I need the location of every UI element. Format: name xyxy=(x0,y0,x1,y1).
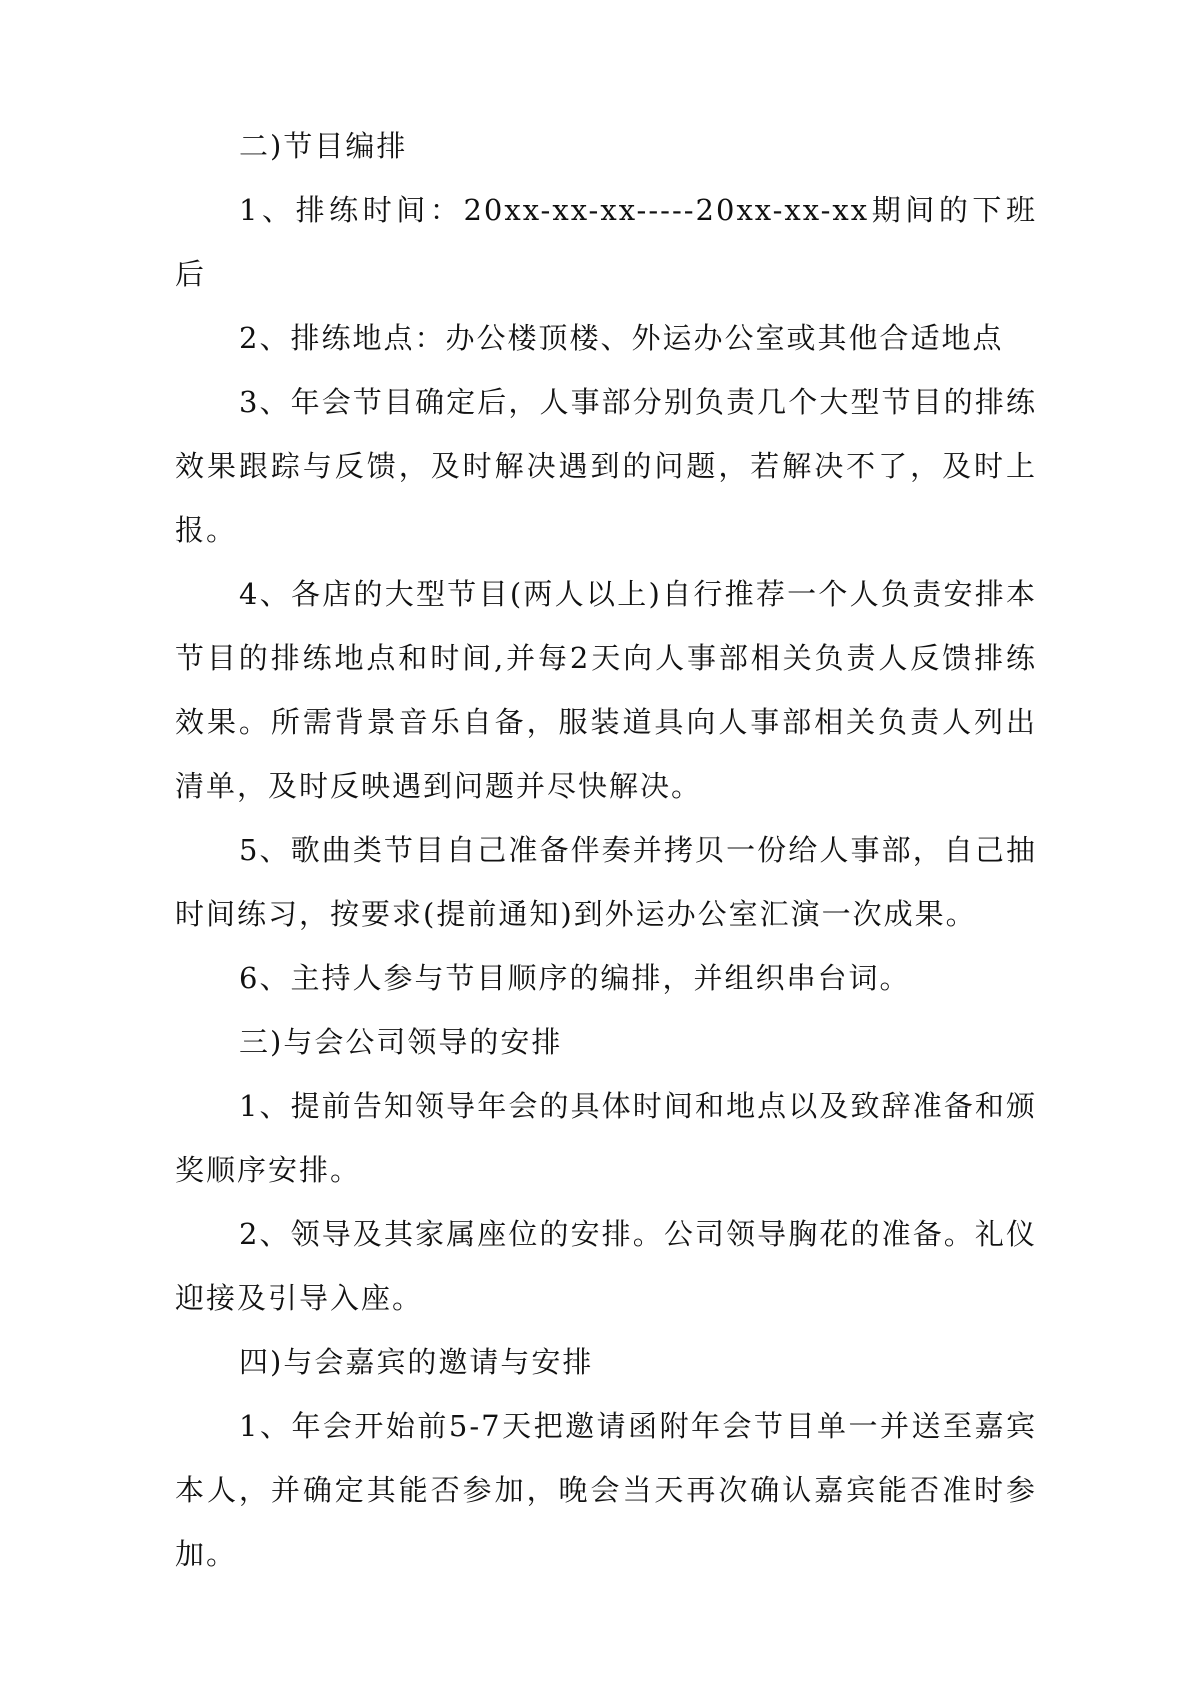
paragraph-guest-invitation: 1、年会开始前5-7天把邀请函附年会节目单一并送至嘉宾本人，并确定其能否参加，晚会当天再次确认嘉宾能否准时参加。 xyxy=(175,1409,1037,1571)
paragraph-notify-leaders: 1、提前告知领导年会的具体时间和地点以及致辞准备和颁奖顺序安排。 xyxy=(175,1089,1037,1187)
paragraph-hr-tracking: 3、年会节目确定后，人事部分别负责几个大型节目的排练效果跟踪与反馈，及时解决遇到的问题，若解决不了，及时上报。 xyxy=(175,385,1037,547)
paragraph-host-arrangement: 6、主持人参与节目顺序的编排，并组织串台词。 xyxy=(239,961,911,995)
document-body xyxy=(175,114,1037,1586)
paragraph-rehearsal-location: 2、排练地点：办公楼顶楼、外运办公室或其他合适地点 xyxy=(239,321,1004,355)
paragraph-song-programs: 5、歌曲类节目自己准备伴奏并拷贝一份给人事部，自己抽时间练习，按要求(提前通知)到外运办公室汇演一次成果。 xyxy=(175,833,1037,931)
section-heading-program-arrangement: 二)节目编排 xyxy=(239,129,408,163)
paragraph-leader-seating: 2、领导及其家属座位的安排。公司领导胸花的准备。礼仪迎接及引导入座。 xyxy=(175,1217,1037,1315)
section-heading-guest-invitation: 四)与会嘉宾的邀请与安排 xyxy=(239,1345,594,1379)
paragraph-large-programs: 4、各店的大型节目(两人以上)自行推荐一个人负责安排本节目的排练地点和时间,并每2天向人事部相关负责人反馈排练效果。所需背景音乐自备，服装道具向人事部相关负责人列出清单，及时反映遇到问题并尽快解决。 xyxy=(175,577,1037,803)
section-heading-leader-arrangement: 三)与会公司领导的安排 xyxy=(239,1025,563,1059)
paragraph-rehearsal-time: 1、排练时间：20xx-xx-xx-----20xx-xx-xx期间的下班后 xyxy=(175,193,1037,291)
